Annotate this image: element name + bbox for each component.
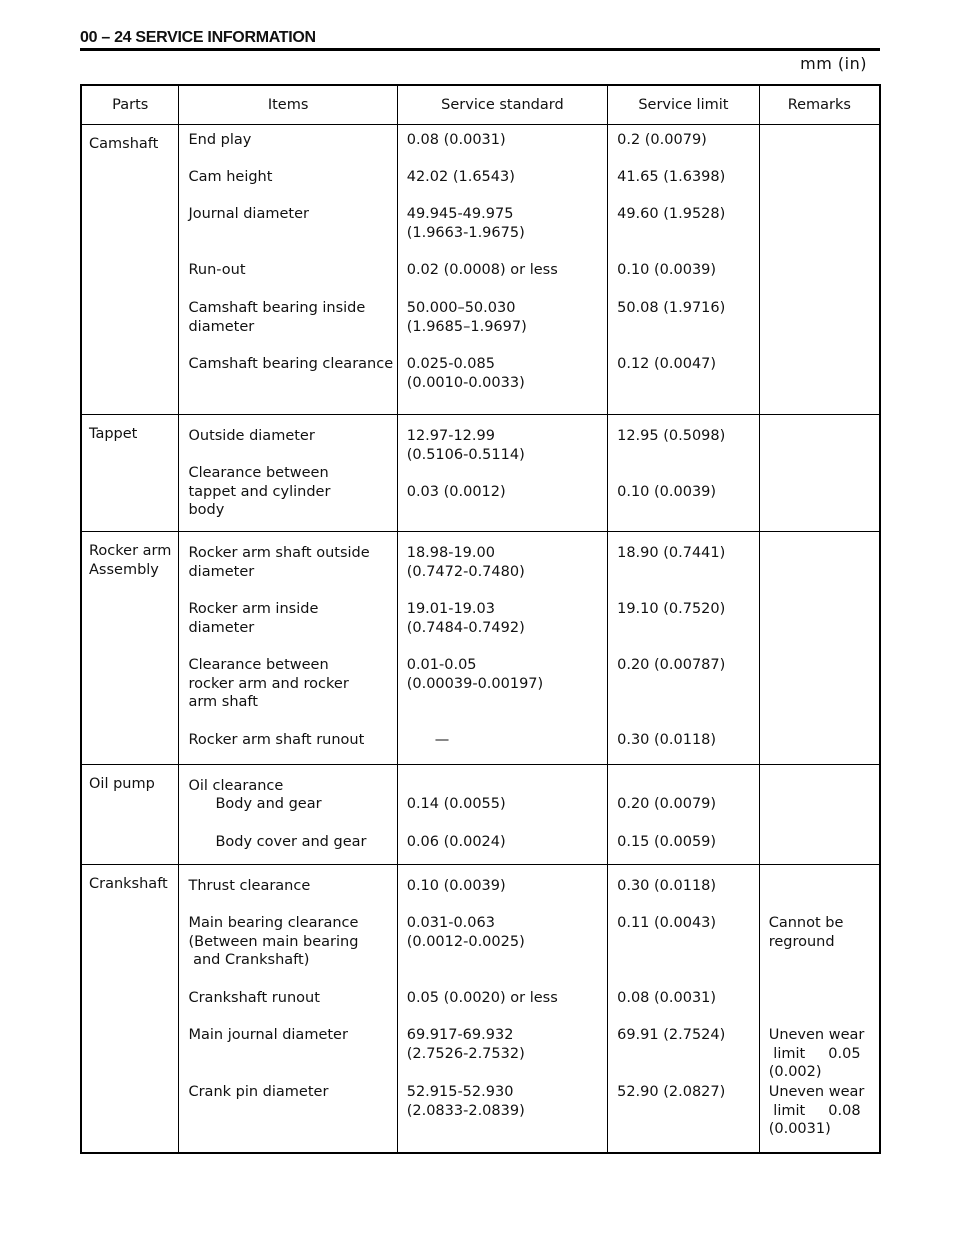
- part-cell: [81, 532, 179, 765]
- column-header-service-standard: Service standard: [397, 85, 607, 125]
- standard-value: 19.01-19.03 (0.7484-0.7492): [406, 601, 525, 636]
- part-name: Oil pump: [89, 776, 155, 792]
- item-value: Clearance between rocker arm and rocker arm shaft: [188, 657, 349, 710]
- limit-value: 0.08 (0.0031): [617, 990, 717, 1006]
- header-rule: [80, 48, 880, 51]
- limit-value: 0.30 (0.0118): [617, 732, 717, 748]
- limit-value: 0.20 (0.0079): [617, 796, 717, 812]
- item-value: Rocker arm shaft runout: [188, 732, 365, 748]
- standard-cell: [397, 415, 607, 532]
- item-value: Camshaft bearing inside diameter: [188, 300, 366, 335]
- limit-cell: [608, 125, 760, 415]
- table-row: [81, 125, 880, 415]
- limit-value: 12.95 (0.5098): [617, 428, 726, 444]
- item-value: Journal diameter: [188, 206, 309, 222]
- standard-value: 12.97-12.99 (0.5106-0.5114): [406, 428, 525, 463]
- remarks-cell: [759, 765, 880, 865]
- limit-value: 50.08 (1.9716): [617, 300, 726, 316]
- limit-cell: [608, 765, 760, 865]
- limit-value: 69.91 (2.7524): [617, 1027, 726, 1043]
- standard-cell: [397, 865, 607, 1153]
- limit-cell: [608, 415, 760, 532]
- column-header-items: Items: [179, 85, 397, 125]
- standard-value: 0.025-0.085 (0.0010-0.0033): [406, 356, 525, 391]
- limit-value: 19.10 (0.7520): [617, 601, 726, 617]
- column-header-parts: Parts: [81, 85, 179, 125]
- item-value: Run-out: [188, 262, 246, 278]
- standard-value: 69.917-69.932 (2.7526-2.7532): [406, 1027, 525, 1062]
- standard-value: 0.02 (0.0008) or less: [406, 262, 558, 278]
- item-cell: [179, 125, 397, 415]
- part-cell: [81, 865, 179, 1153]
- service-spec-table: [80, 84, 881, 1154]
- column-header-remarks: Remarks: [759, 85, 880, 125]
- item-value: End play: [188, 132, 252, 148]
- limit-value: 18.90 (0.7441): [617, 545, 726, 561]
- limit-value: 0.15 (0.0059): [617, 834, 717, 850]
- standard-value: 42.02 (1.6543): [406, 169, 515, 185]
- item-value: Crankshaft runout: [188, 990, 320, 1006]
- item-value: Camshaft bearing clearance: [188, 356, 394, 372]
- item-cell: [179, 765, 397, 865]
- part-cell: [81, 125, 179, 415]
- part-name: Rocker arm Assembly: [89, 543, 172, 578]
- remarks-value: Uneven wear limit 0.05 (0.002): [768, 1027, 865, 1080]
- item-value: Main bearing clearance (Between main bearing and Crankshaft): [188, 915, 359, 968]
- standard-cell: [397, 532, 607, 765]
- standard-value: 0.06 (0.0024): [406, 834, 506, 850]
- item-cell: [179, 865, 397, 1153]
- table-row: [81, 865, 880, 1153]
- page-header-title: 00 – 24 SERVICE INFORMATION: [80, 29, 316, 46]
- limit-value: 41.65 (1.6398): [617, 169, 726, 185]
- table-row: [81, 765, 880, 865]
- standard-value: 50.000–50.030 (1.9685–1.9697): [406, 300, 527, 335]
- item-value: Clearance between tappet and cylinder body: [188, 465, 331, 518]
- remarks-cell: [759, 865, 880, 1153]
- standard-value: 0.05 (0.0020) or less: [406, 990, 558, 1006]
- table-header-row: [81, 85, 880, 125]
- remarks-cell: [759, 532, 880, 765]
- item-value: Oil clearance: [188, 778, 284, 794]
- item-value: Rocker arm inside diameter: [188, 601, 319, 636]
- standard-value: 0.03 (0.0012): [406, 483, 506, 500]
- remarks-value: Cannot be reground: [768, 915, 844, 950]
- item-value: Crank pin diameter: [188, 1084, 329, 1100]
- standard-cell: [397, 765, 607, 865]
- limit-value: 0.20 (0.00787): [617, 657, 726, 673]
- standard-value: 49.945-49.975 (1.9663-1.9675): [406, 206, 525, 241]
- limit-cell: [608, 865, 760, 1153]
- standard-value: —: [434, 732, 450, 748]
- limit-value: 0.2 (0.0079): [617, 132, 707, 148]
- part-name: Crankshaft: [89, 876, 168, 892]
- limit-cell: [608, 532, 760, 765]
- standard-value: 18.98-19.00 (0.7472-0.7480): [406, 545, 525, 580]
- standard-value: 52.915-52.930 (2.0833-2.0839): [406, 1084, 525, 1119]
- part-name: Camshaft: [89, 136, 159, 152]
- units-label: mm (in): [800, 54, 867, 73]
- remarks-cell: [759, 415, 880, 532]
- standard-value: 0.08 (0.0031): [406, 132, 506, 148]
- table-row: [81, 415, 880, 532]
- item-value: Body cover and gear: [215, 834, 367, 850]
- standard-value: 0.031-0.063 (0.0012-0.0025): [406, 915, 525, 950]
- table-row: [81, 532, 880, 765]
- part-cell: [81, 765, 179, 865]
- standard-value: 0.10 (0.0039): [406, 878, 506, 894]
- limit-value: 0.10 (0.0039): [617, 483, 717, 500]
- limit-value: 0.10 (0.0039): [617, 262, 717, 278]
- remarks-cell: [759, 125, 880, 415]
- item-value: Body and gear: [215, 796, 322, 812]
- limit-value: 0.11 (0.0043): [617, 915, 717, 931]
- part-name: Tappet: [89, 426, 138, 442]
- column-header-service-limit: Service limit: [608, 85, 760, 125]
- item-value: Thrust clearance: [188, 878, 311, 894]
- limit-value: 0.12 (0.0047): [617, 356, 717, 372]
- remarks-value: Uneven wear limit 0.08 (0.0031): [768, 1084, 865, 1137]
- item-cell: [179, 532, 397, 765]
- standard-value: 0.14 (0.0055): [406, 796, 506, 812]
- item-cell: [179, 415, 397, 532]
- item-value: Rocker arm shaft outside diameter: [188, 545, 370, 580]
- part-cell: [81, 415, 179, 532]
- limit-value: 0.30 (0.0118): [617, 878, 717, 894]
- limit-value: 52.90 (2.0827): [617, 1084, 726, 1100]
- item-value: Outside diameter: [188, 428, 315, 444]
- standard-cell: [397, 125, 607, 415]
- limit-value: 49.60 (1.9528): [617, 206, 726, 222]
- item-value: Cam height: [188, 169, 273, 185]
- item-value: Main journal diameter: [188, 1027, 348, 1043]
- standard-value: 0.01-0.05 (0.00039-0.00197): [406, 657, 544, 692]
